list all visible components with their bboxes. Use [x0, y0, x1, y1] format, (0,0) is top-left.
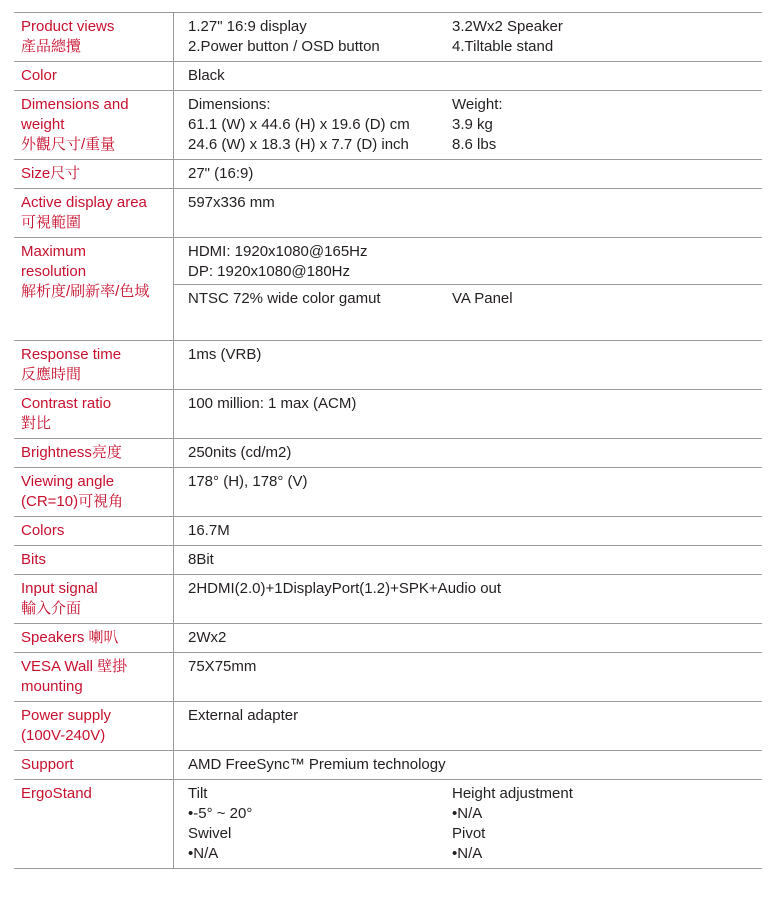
- row-product-views: [14, 12, 762, 61]
- value-line: •-5° ~ 20°: [188, 805, 253, 822]
- label-line: 產品總攬: [21, 38, 82, 55]
- row-support: [14, 750, 762, 779]
- label-line: 對比: [21, 415, 52, 432]
- row-input-signal: [14, 574, 762, 623]
- value-response-time: 1ms (VRB): [188, 346, 262, 363]
- label-line: Input signal: [21, 580, 98, 597]
- row-speakers: [14, 623, 762, 652]
- value-line: 24.6 (W) x 18.3 (H) x 7.7 (D) inch: [188, 136, 409, 153]
- label-ergostand: [14, 780, 174, 868]
- row-maximum-resolution: [14, 237, 762, 340]
- panel-type: VA Panel: [452, 290, 513, 307]
- label-line: 輸入介面: [21, 600, 82, 617]
- label-line: Response time: [21, 346, 122, 363]
- value-line: •N/A: [452, 805, 483, 822]
- label-line: weight: [21, 116, 65, 133]
- label-line: Size尺寸: [21, 165, 81, 182]
- label-line: VESA Wall 壁掛: [21, 658, 128, 675]
- label-line: Viewing angle: [21, 473, 115, 490]
- row-ergostand: [14, 779, 762, 869]
- value-line: Weight:: [452, 96, 503, 113]
- value-active-display-area: 597x336 mm: [188, 194, 275, 211]
- value-line: 3.9 kg: [452, 116, 493, 133]
- row-color: [14, 61, 762, 90]
- value-line: Dimensions:: [188, 96, 271, 113]
- value-line: 4.Tiltable stand: [452, 38, 554, 55]
- label-input-signal: [14, 575, 174, 623]
- label-line: Dimensions and: [21, 96, 129, 113]
- value-line: Tilt: [188, 785, 208, 802]
- value-line: 3.2Wx2 Speaker: [452, 18, 563, 35]
- row-active-display-area: [14, 188, 762, 237]
- label-response-time: [14, 341, 174, 389]
- value-brightness: 250nits (cd/m2): [188, 444, 292, 461]
- value-product-views: [174, 13, 762, 61]
- row-brightness: [14, 438, 762, 467]
- value-line: 61.1 (W) x 44.6 (H) x 19.6 (D) cm: [188, 116, 410, 133]
- value-speakers: 2Wx2: [188, 629, 227, 646]
- row-dimensions-weight: [14, 90, 762, 159]
- label-line: Bits: [21, 551, 47, 568]
- spec-table: [14, 12, 762, 869]
- color-gamut: NTSC 72% wide color gamut: [188, 290, 381, 307]
- value-ergostand: [174, 780, 762, 868]
- label-line: Contrast ratio: [21, 395, 112, 412]
- row-contrast-ratio: [14, 389, 762, 438]
- row-bits: [14, 545, 762, 574]
- label-power-supply: [14, 702, 174, 750]
- label-line: Colors: [21, 522, 65, 539]
- label-line: (CR=10)可視角: [21, 493, 124, 510]
- label-line: mounting: [21, 678, 83, 695]
- label-color: [14, 62, 174, 90]
- label-contrast-ratio: [14, 390, 174, 438]
- row-vesa-mounting: [14, 652, 762, 701]
- label-maximum-resolution: [14, 238, 174, 340]
- label-line: resolution: [21, 263, 87, 280]
- label-line: 可視範圍: [21, 214, 82, 231]
- value-line: 1.27" 16:9 display: [188, 18, 307, 35]
- label-line: Product views: [21, 18, 115, 35]
- value-line: DP: 1920x1080@180Hz: [188, 263, 350, 280]
- row-response-time: [14, 340, 762, 389]
- label-line: 反應時間: [21, 366, 82, 383]
- value-input-signal: 2HDMI(2.0)+1DisplayPort(1.2)+SPK+Audio out: [188, 580, 502, 597]
- label-support: [14, 751, 174, 779]
- label-line: (100V-240V): [21, 727, 106, 744]
- value-support: AMD FreeSync™ Premium technology: [188, 756, 446, 773]
- label-dimensions-weight: [14, 91, 174, 159]
- value-size: 27" (16:9): [188, 165, 254, 182]
- label-colors: [14, 517, 174, 545]
- label-line: Power supply: [21, 707, 112, 724]
- value-line: HDMI: 1920x1080@165Hz: [188, 243, 368, 260]
- value-line: •N/A: [188, 845, 219, 862]
- value-maximum-resolution: [174, 238, 762, 340]
- label-product-views: [14, 13, 174, 61]
- label-bits: [14, 546, 174, 574]
- value-power-supply: External adapter: [188, 707, 299, 724]
- value-contrast-ratio: 100 million: 1 max (ACM): [188, 395, 357, 412]
- value-dimensions-weight: [174, 91, 762, 159]
- value-line: Swivel: [188, 825, 232, 842]
- label-brightness: [14, 439, 174, 467]
- row-colors: [14, 516, 762, 545]
- label-line: Speakers 喇叭: [21, 629, 119, 646]
- label-speakers: [14, 624, 174, 652]
- label-line: Support: [21, 756, 74, 773]
- label-size: [14, 160, 174, 188]
- row-size: [14, 159, 762, 188]
- value-color: Black: [188, 67, 225, 84]
- value-line: Pivot: [452, 825, 486, 842]
- value-line: 8.6 lbs: [452, 136, 497, 153]
- value-line: •N/A: [452, 845, 483, 862]
- value-bits: 8Bit: [188, 551, 214, 568]
- label-line: 解析度/刷新率/色域: [21, 283, 150, 300]
- label-line: 外觀尺寸/重量: [21, 136, 116, 153]
- label-line: Active display area: [21, 194, 147, 211]
- value-viewing-angle: 178° (H), 178° (V): [188, 473, 308, 490]
- value-colors: 16.7M: [188, 522, 230, 539]
- label-line: ErgoStand: [21, 785, 92, 802]
- row-viewing-angle: [14, 467, 762, 516]
- row-power-supply: [14, 701, 762, 750]
- label-line: Maximum: [21, 243, 87, 260]
- value-line: Height adjustment: [452, 785, 573, 802]
- label-line: Brightness亮度: [21, 444, 122, 461]
- value-line: 2.Power button / OSD button: [188, 38, 380, 55]
- label-viewing-angle: [14, 468, 174, 516]
- value-vesa-mounting: 75X75mm: [188, 658, 257, 675]
- label-vesa-mounting: [14, 653, 174, 701]
- label-line: Color: [21, 67, 57, 84]
- label-active-display-area: [14, 189, 174, 237]
